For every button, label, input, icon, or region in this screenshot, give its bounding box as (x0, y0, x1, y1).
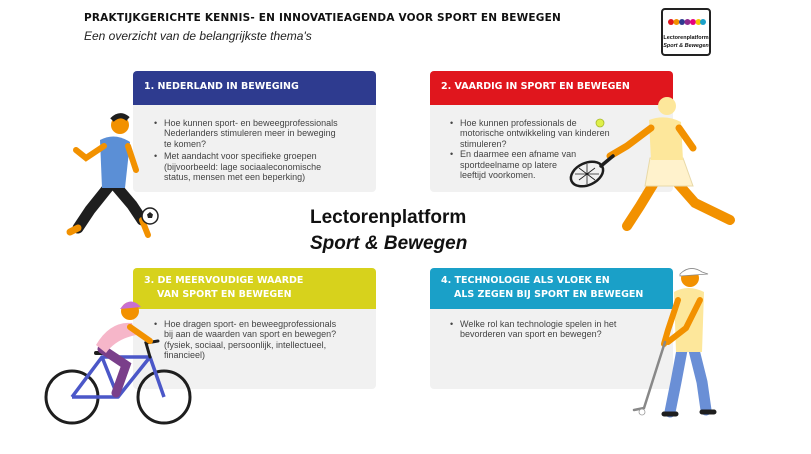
theme-card-title: VAN SPORT EN BEWEGEN (157, 289, 292, 300)
logo-dots-icon (668, 16, 706, 28)
bullet-line: Nederlanders stimuleren meer in beweging (164, 128, 336, 139)
theme-card-header (133, 71, 376, 105)
logo-dot (690, 19, 696, 25)
golfer-icon (620, 262, 730, 424)
bullet-line: • Welke rol kan technologie spelen in het (460, 319, 617, 329)
football-icon (141, 207, 159, 225)
theme-card-1 (133, 71, 376, 192)
bullet-item (164, 151, 338, 182)
theme-card-bullets (450, 319, 616, 340)
logo-dot (685, 19, 691, 25)
bullet-line: stimuleren? (460, 138, 507, 149)
bullet-line: (fysiek, sociaal, persoonlijk, intellectueel, (164, 339, 327, 350)
bullet-line: • Hoe dragen sport- en beweegprofessionals (164, 319, 337, 329)
theme-card-bullets (154, 118, 338, 182)
tennis-player-icon (565, 98, 745, 233)
bullet-line: • Hoe kunnen professionals de (460, 118, 577, 128)
bullet-line: motorische ontwikkeling van kinderen (460, 128, 610, 139)
bullet-line: leeftijd voorkomen. (460, 170, 536, 181)
logo-dot (700, 19, 706, 25)
lectorenplatform-logo (661, 8, 711, 56)
cyclist-icon (40, 295, 200, 425)
bullet-line: te komen? (164, 138, 207, 149)
bullet-line: • Met aandacht voor specifieke groepen (164, 151, 317, 162)
theme-card-title: ALS ZEGEN BIJ SPORT EN BEWEGEN (454, 289, 644, 300)
bullet-line: status, mensen met een beperking) (164, 172, 306, 183)
bullet-line: • En daarmee een afname van (460, 149, 577, 160)
bullet-line: bevorderen van sport en bewegen? (460, 329, 602, 340)
bullet-line: • Hoe kunnen sport- en beweegprofessionals (164, 118, 338, 128)
theme-card-title: 3. DE MEERVOUDIGE WAARDE (144, 275, 304, 286)
center-title-line-2: Sport & Bewegen (310, 233, 468, 254)
page-subtitle: Een overzicht van de belangrijkste thema's (84, 29, 312, 43)
theme-card-title: 2. VAARDIG IN SPORT EN BEWEGEN (441, 81, 630, 92)
bullet-line: bij aan de waarden van sport en bewegen? (164, 329, 337, 340)
page-title: PRAKTIJKGERICHTE KENNIS- EN INNOVATIEAGENDA VOOR SPORT EN BEWEGEN (84, 12, 561, 24)
bullet-line: financieel) (164, 350, 206, 361)
logo-dot (674, 19, 680, 25)
logo-line-1: Lectorenplatform (663, 35, 709, 41)
bullet-line: sportdeelname op latere (460, 159, 558, 170)
logo-dot (679, 19, 685, 25)
logo-line-2: Sport & Bewegen (663, 43, 709, 49)
theme-card-title: 4. TECHNOLOGIE ALS VLOEK EN (441, 275, 610, 286)
bullet-item (164, 118, 338, 149)
logo-dot (668, 19, 674, 25)
center-title-line-1: Lectorenplatform (310, 207, 467, 228)
theme-card-title: 1. NEDERLAND IN BEWEGING (144, 81, 299, 92)
bullet-item (460, 319, 616, 340)
bullet-line: (bijvoorbeeld: lage sociaaleconomische (164, 161, 322, 172)
